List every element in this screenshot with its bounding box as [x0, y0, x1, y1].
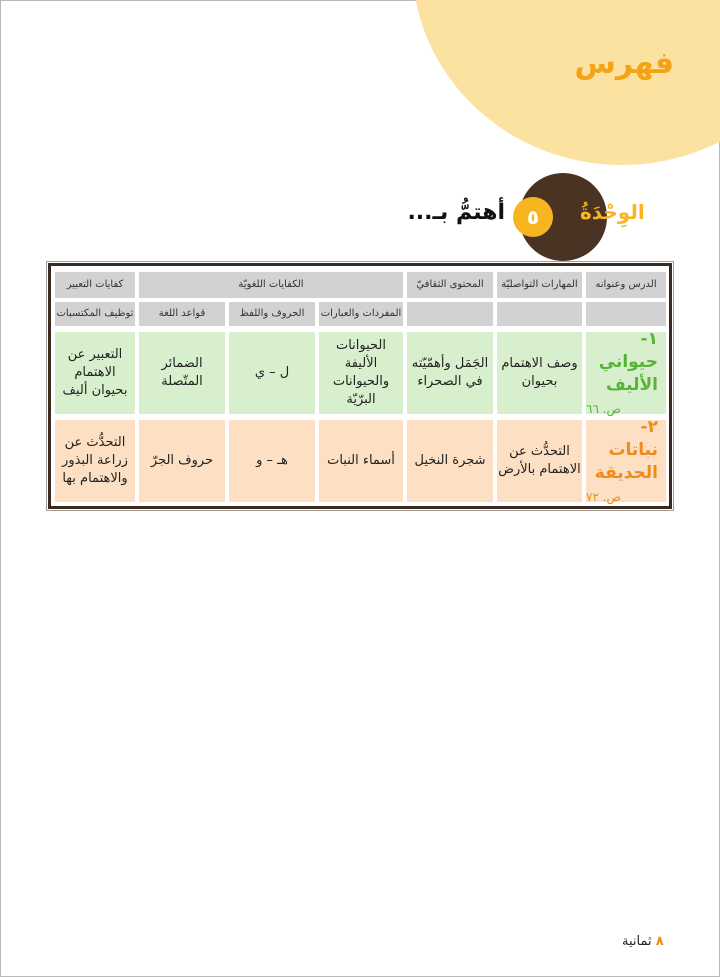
page-title: فهرس: [574, 46, 674, 81]
unit-title: أهتمُّ بـ...: [407, 200, 505, 225]
lesson-title: ٢- نباتات الحديقة: [594, 417, 658, 484]
subheader-letters: الحروف واللفظ: [229, 302, 315, 326]
grammar-cell: حروف الجرّ: [139, 420, 225, 502]
header-cultural: المحتوى الثقافيّ: [407, 272, 493, 298]
page-number-word: ثمانية: [622, 934, 652, 949]
grammar-cell: الضمائر المتّصلة: [139, 332, 225, 414]
cultural-cell: شجرة النخيل: [407, 420, 493, 502]
expression-cell: التعبير عن الاهتمام بحيوان أليف: [55, 332, 135, 414]
expression-cell: التحدُّث عن زراعة البذور والاهتمام بها: [55, 420, 135, 502]
subheader-blank-lesson: [586, 302, 666, 326]
unit-label: الوِحْدَةُ: [580, 200, 645, 224]
lesson-page: ص. ٧٢: [586, 490, 622, 505]
page-footer: [622, 934, 664, 949]
vocabulary-cell: أسماء النبات: [319, 420, 403, 502]
letters-cell: هـ – و: [229, 420, 315, 502]
communication-cell: وصف الاهتمام بحيوان: [497, 332, 582, 414]
unit-number: ٥: [513, 197, 553, 237]
vocabulary-cell: الحيوانات الأليفة والحيوانات البرّيّة: [319, 332, 403, 414]
cultural-cell: الجَمَل وأهمّيّته في الصحراء: [407, 332, 493, 414]
subheader-usage: توظيف المكتسبات: [55, 302, 135, 326]
lesson-cell: [586, 417, 666, 505]
lesson-cell: [586, 329, 666, 417]
page-number: ٨: [655, 934, 664, 949]
header-lesson: الدرس وعنوانه: [586, 272, 666, 298]
contents-table: [48, 263, 672, 509]
subheader-blank-cultural: [407, 302, 493, 326]
header-expression: كفايات التعبير: [55, 272, 135, 298]
lesson-page: ص. ٦٦: [586, 402, 622, 417]
subheader-vocabulary: المفردات والعبارات: [319, 302, 403, 326]
header-communication: المهارات التواصليّة: [497, 272, 582, 298]
communication-cell: التحدُّث عن الاهتمام بالأرض: [497, 420, 582, 502]
letters-cell: ل – ي: [229, 332, 315, 414]
subheader-grammar: قواعد اللغة: [139, 302, 225, 326]
subheader-blank-communication: [497, 302, 582, 326]
lesson-title: ١- حيواني الأليف: [598, 329, 658, 396]
header-linguistic: الكفايات اللغويّة: [139, 272, 403, 298]
